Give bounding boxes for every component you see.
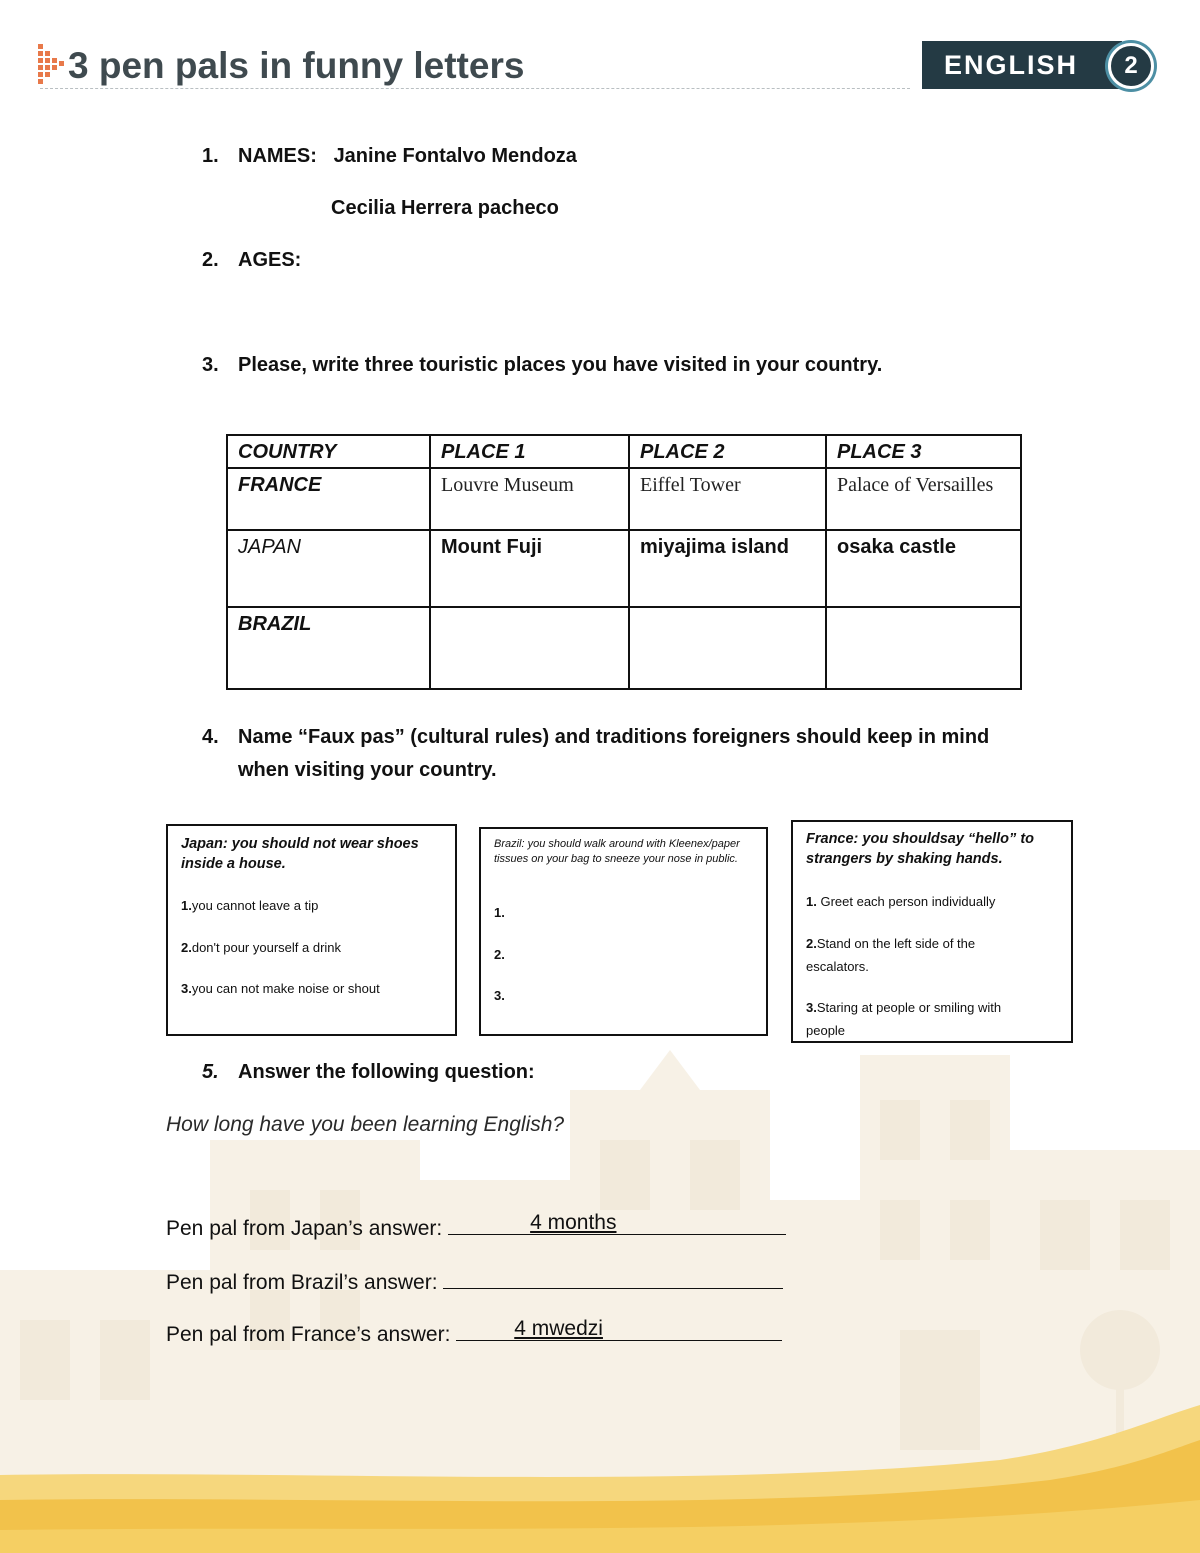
- list-item: people: [806, 1023, 846, 1038]
- answer-field-france[interactable]: [456, 1318, 782, 1341]
- answer-label: Pen pal from Brazil’s answer:: [166, 1271, 438, 1294]
- logo-play-icon: [38, 44, 64, 84]
- country-cell: BRAZIL: [227, 607, 430, 689]
- place-cell[interactable]: Louvre Museum: [430, 468, 629, 530]
- answer-label: Pen pal from Japan’s answer:: [166, 1217, 443, 1240]
- ages-label: AGES:: [238, 249, 302, 271]
- question-text: Please, write three touristic places you have visited in your country.: [238, 354, 883, 376]
- answer-label: Pen pal from France’s answer:: [166, 1323, 451, 1346]
- table-header-row: [227, 435, 1021, 468]
- place-cell[interactable]: [430, 607, 629, 689]
- answer-value: 4 mwedzi: [514, 1317, 603, 1340]
- list-item: 3.Staring at people or smiling with: [806, 1000, 1002, 1015]
- question-number: 3.: [202, 354, 219, 376]
- answer-field-japan[interactable]: [448, 1212, 786, 1235]
- answer-value: 4 months: [530, 1211, 617, 1234]
- box-heading: France: you shouldsay “hello” to strangers by shaking hands.: [806, 831, 1035, 867]
- names-label: NAMES:: [238, 145, 317, 167]
- place-cell[interactable]: [826, 607, 1021, 689]
- question-number: 2.: [202, 249, 219, 271]
- header-place-3: PLACE 3: [826, 435, 1021, 468]
- list-item: 1. Greet each person individually: [806, 894, 996, 909]
- box-heading: Japan: you should not wear shoes inside a house.: [181, 836, 419, 872]
- list-item: 3.: [494, 988, 505, 1003]
- list-item: 2.don't pour yourself a drink: [181, 940, 342, 955]
- question-5-prompt: How long have you been learning English?: [166, 1113, 565, 1136]
- list-item: 2.: [494, 947, 505, 962]
- question-number: 5.: [202, 1061, 219, 1083]
- place-cell[interactable]: Eiffel Tower: [629, 468, 826, 530]
- list-item: 1.: [494, 905, 505, 920]
- table-row: [227, 530, 1021, 607]
- header-divider: [40, 88, 910, 89]
- question-number: 1.: [202, 145, 219, 167]
- level-number: 2: [1108, 43, 1154, 89]
- page-title: 3 pen pals in funny letters: [68, 45, 525, 86]
- place-cell[interactable]: osaka castle: [826, 530, 1021, 607]
- table-row: [227, 468, 1021, 530]
- level-badge-bar: [922, 41, 1122, 89]
- list-item: 1.you cannot leave a tip: [181, 898, 319, 913]
- question-number: 4.: [202, 726, 219, 748]
- answer-row-japan: [166, 1212, 786, 1243]
- faux-pas-box-brazil: [479, 827, 768, 1036]
- place-cell[interactable]: miyajima island: [629, 530, 826, 607]
- place-cell[interactable]: Mount Fuji: [430, 530, 629, 607]
- faux-pas-box-france: [791, 820, 1073, 1043]
- name-2: Cecilia Herrera pacheco: [331, 197, 559, 219]
- list-item: 3.you can not make noise or shout: [181, 981, 380, 996]
- place-cell[interactable]: Palace of Versailles: [826, 468, 1021, 530]
- header-place-2: PLACE 2: [629, 435, 826, 468]
- question-text-line-1: Name “Faux pas” (cultural rules) and traditions foreigners should keep in mind: [238, 726, 990, 748]
- country-cell: FRANCE: [227, 468, 430, 530]
- question-text: [238, 143, 577, 169]
- header-place-1: PLACE 1: [430, 435, 629, 468]
- box-heading: Brazil: you should walk around with Kleenex/paper tissues on your bag to sneeze your nose in public.: [494, 838, 740, 865]
- name-1: Janine Fontalvo Mendoza: [333, 145, 577, 167]
- place-cell[interactable]: [629, 607, 826, 689]
- answer-row-brazil: [166, 1266, 783, 1297]
- answer-field-brazil[interactable]: [443, 1266, 783, 1289]
- header-country: COUNTRY: [227, 435, 430, 468]
- question-text: Answer the following question:: [238, 1061, 535, 1083]
- question-text-line-2: when visiting your country.: [238, 759, 497, 781]
- list-item: 2.Stand on the left side of the: [806, 936, 976, 951]
- answer-row-france: [166, 1318, 782, 1349]
- places-table: [226, 434, 1022, 690]
- country-cell: JAPAN: [227, 530, 430, 607]
- faux-pas-box-japan: [166, 824, 457, 1036]
- list-item: escalators.: [806, 959, 869, 974]
- level-badge: [922, 41, 1156, 89]
- table-row: [227, 607, 1021, 689]
- level-label: ENGLISH: [944, 50, 1079, 80]
